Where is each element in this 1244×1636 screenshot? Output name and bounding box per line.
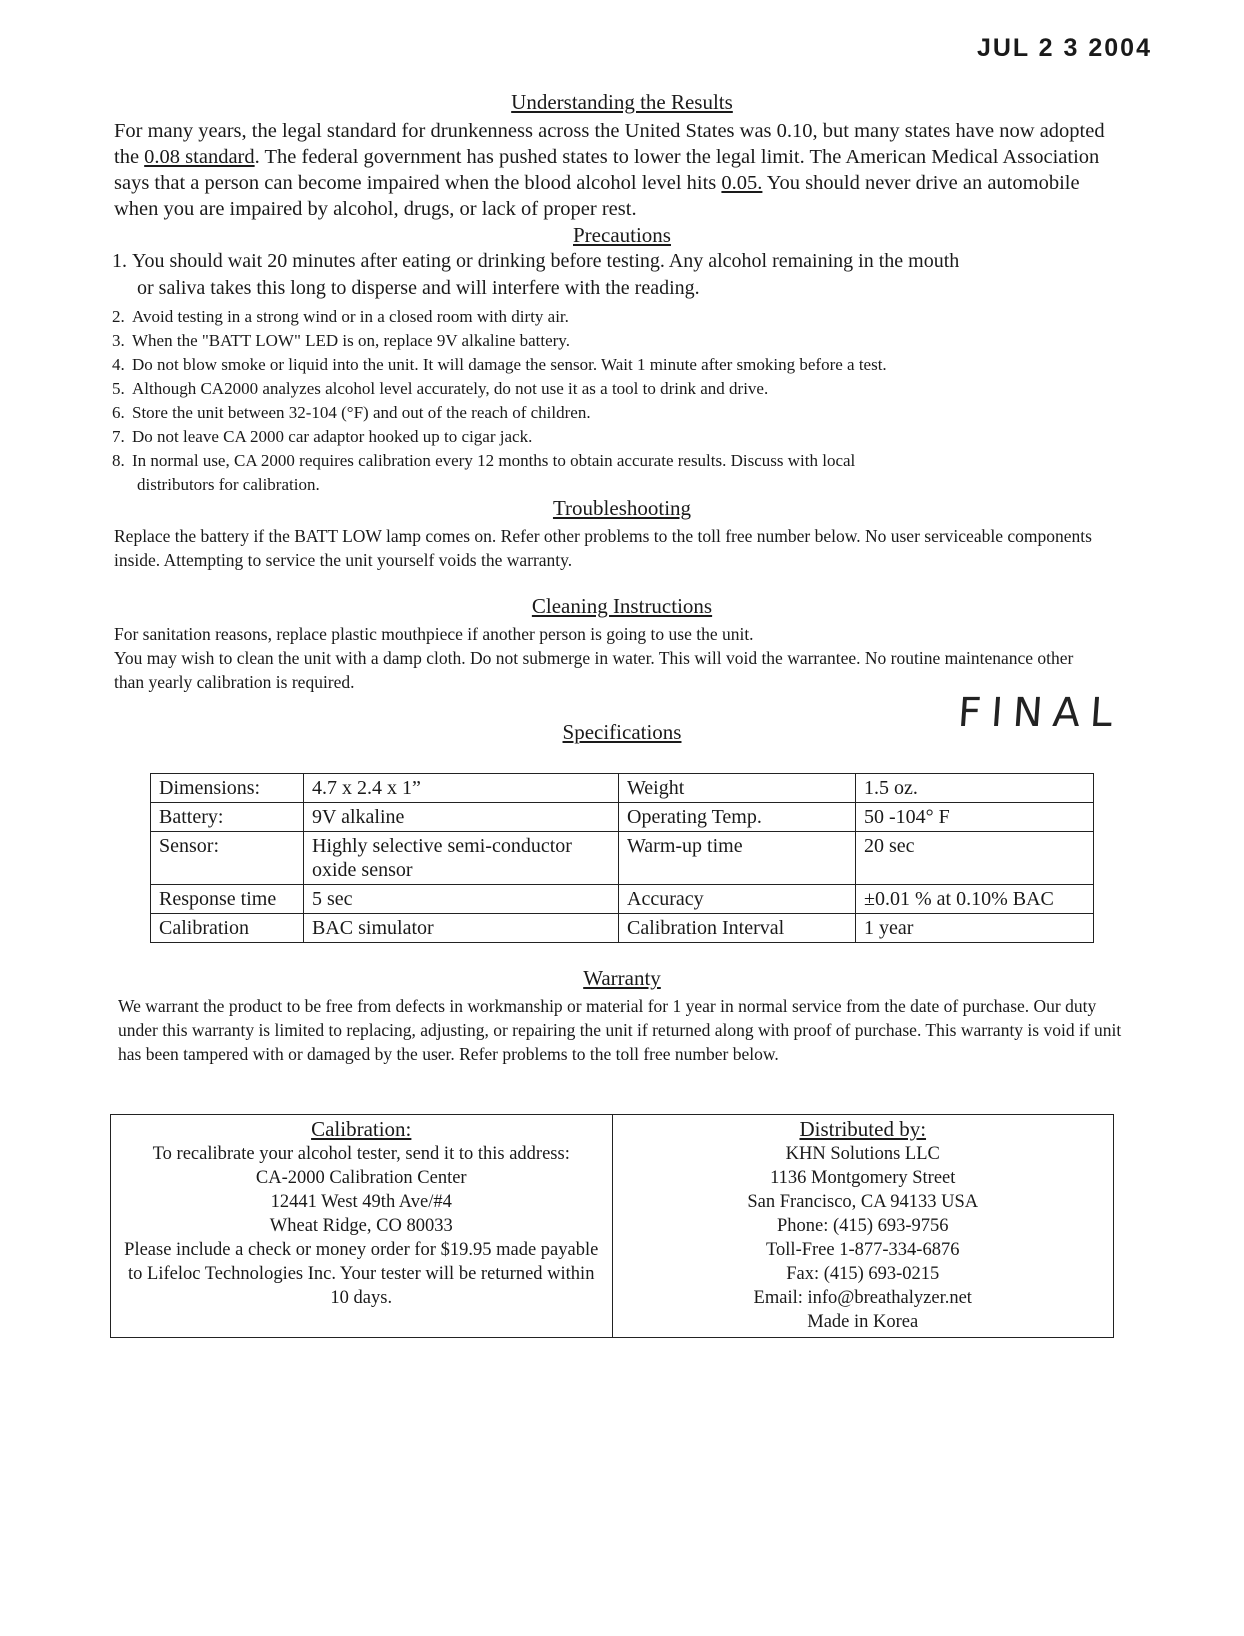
cleaning-text [114, 622, 1074, 694]
cleaning-line-2: You may wish to clean the unit with a damp cloth. Do not submerge in water. This will void the warrantee. No routine maintenance other than yearly calibration is required. [114, 648, 1074, 692]
table-row: Battery: 9V alkaline Operating Temp. 50 -104° F [151, 803, 1094, 832]
calibration-box: Calibration: To recalibrate your alcohol tester, send it to this address: CA-2000 Calibration Center 12441 West 49th Ave/#4 Wheat Ridge, CO 80033 Please include a check or money order for $19.95 made payable to Lifeloc Technologies Inc. Your tester will be returned within 10 days. [111, 1115, 613, 1337]
date-stamp: JUL 2 3 2004 [976, 34, 1152, 62]
understanding-text-3: You should never drive an automobile when you are impaired by alcohol, drugs, or lack of proper rest. [114, 172, 1080, 220]
understanding-text-1: For many years, the legal standard for drunkenness across the United States was 0.10, but many states have now adopted the [114, 120, 1105, 168]
understanding-highlight-1: 0.08 standard [144, 146, 255, 168]
precaution-item: 8. In normal use, CA 2000 requires calibration every 12 months to obtain accurate results. Discuss with local distributors for calibration. [112, 451, 856, 494]
table-row: Calibration BAC simulator Calibration Interval 1 year [151, 914, 1094, 943]
precautions-title: Precautions [573, 223, 671, 247]
troubleshooting-title: Troubleshooting [552, 496, 692, 520]
table-row: Dimensions: 4.7 x 2.4 x 1” Weight 1.5 oz. [151, 774, 1094, 803]
understanding-highlight-2: 0.05. [721, 172, 763, 194]
table-row: Response time 5 sec Accuracy ±0.01 % at 0.10% BAC [151, 885, 1094, 914]
precaution-item: 3. When the "BATT LOW" LED is on, replace 9V alkaline battery. [112, 331, 570, 350]
cleaning-line-1: For sanitation reasons, replace plastic mouthpiece if another person is going to use the unit. [114, 624, 754, 644]
email-text: Email: info@breathalyzer.net [753, 1288, 972, 1308]
precaution-item: 7. Do not leave CA 2000 car adaptor hooked up to cigar jack. [112, 427, 533, 446]
warranty-text: We warrant the product to be free from defects in workmanship or material for 1 year in normal service from the date of purchase. Our duty under this warranty is limited to replacing, adjusting, or repairing the unit if returned along with proof of purchase. This warranty is void if unit has been tampered with or damaged by the user. Refer problems to the toll free number below. [118, 996, 1122, 1064]
calibration-box-title: Calibration: [311, 1117, 412, 1141]
cleaning-title: Cleaning Instructions [531, 594, 713, 618]
precaution-item: 1. You should wait 20 minutes after eating or drinking before testing. Any alcohol remaining in the mouth or saliva takes this long to disperse and will interfere with the reading. [112, 250, 960, 299]
precaution-item: 2. Avoid testing in a strong wind or in a closed room with dirty air. [112, 307, 569, 326]
specifications-title: Specifications [562, 720, 682, 744]
distributor-box-title: Distributed by: [799, 1117, 927, 1141]
specifications-table [150, 773, 1094, 943]
distributor-box: Distributed by: KHN Solutions LLC 1136 Montgomery Street San Francisco, CA 94133 USA Phone: (415) 693-9756 Toll-Free 1-877-334-6876 Fax: (415) 693-0215 Email: info@breathalyzer.net Made in Korea [613, 1115, 1114, 1337]
understanding-paragraph [114, 118, 1114, 222]
understanding-title: Understanding the Results [511, 90, 733, 114]
precautions-list [112, 248, 1142, 497]
precaution-item: 5. Although CA2000 analyzes alcohol level accurately, do not use it as a tool to drink and drive. [112, 379, 769, 398]
contact-box [110, 1114, 1114, 1338]
precaution-item: 4. Do not blow smoke or liquid into the unit. It will damage the sensor. Wait 1 minute after smoking before a test. [112, 355, 887, 374]
precaution-item: 6. Store the unit between 32-104 (°F) and out of the reach of children. [112, 403, 591, 422]
troubleshooting-text: Replace the battery if the BATT LOW lamp comes on. Refer other problems to the toll free number below. No user serviceable components inside. Attempting to service the unit yourself voids the warranty. [114, 526, 1092, 570]
understanding-text-2: . The federal government has pushed states to lower the legal limit. The American Medical Association says that a person can become impaired when the blood alcohol level hits [114, 146, 1100, 194]
handwritten-final-mark: FINAL [956, 690, 1124, 736]
table-row: Sensor: Highly selective semi-conductor oxide sensor Warm-up time 20 sec [151, 832, 1094, 885]
warranty-title: Warranty [583, 966, 661, 990]
